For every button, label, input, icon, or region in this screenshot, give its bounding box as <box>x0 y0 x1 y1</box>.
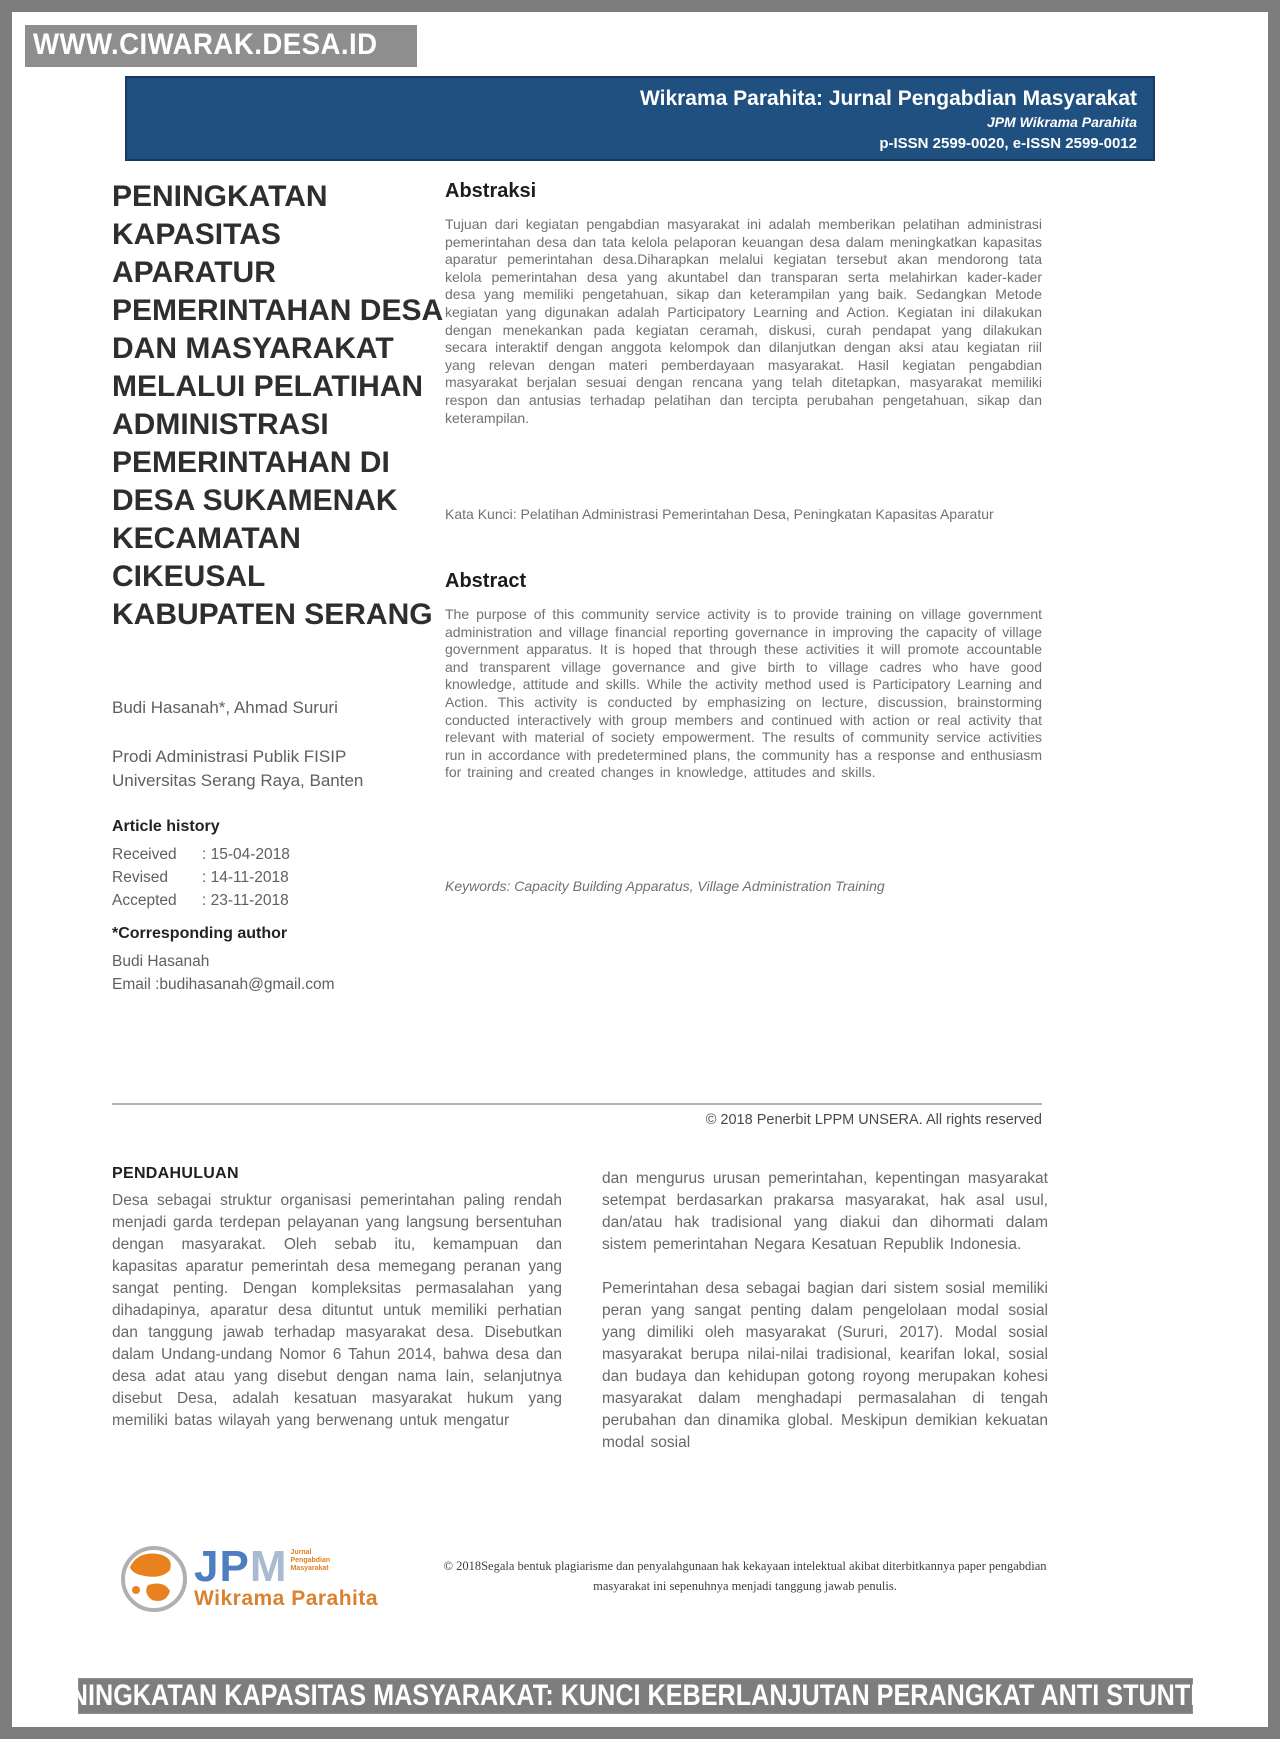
corresponding-author-name: Budi Hasanah <box>112 953 210 970</box>
jpm-m: M <box>249 1542 288 1591</box>
journal-header-banner <box>125 76 1155 161</box>
abstract-heading: Abstract <box>445 570 527 592</box>
bottom-caption-text: PENINGKATAN KAPASITAS MASYARAKAT: KUNCI KEBERLANJUTAN PERANGKAT ANTI STUNTING <box>36 1679 1235 1712</box>
abstraksi-heading: Abstraksi <box>445 180 537 202</box>
jpm-logo-text <box>194 1543 378 1611</box>
horizontal-divider <box>112 1103 1042 1105</box>
history-label: Revised <box>112 869 168 886</box>
body-right-column <box>602 1168 1048 1476</box>
article-affiliation <box>112 745 452 793</box>
corresponding-author-email: Email :budihasanah@gmail.com <box>112 976 335 993</box>
history-row-received <box>112 843 412 866</box>
disclaimer-line-1: © 2018Segala bentuk plagiarisme dan penyalahgunaan hak kekayaan intelektual akibat diterbitkannya paper pengabdian <box>443 1559 1047 1573</box>
jpm-logo-row <box>118 1543 418 1615</box>
journal-title: Wikrama Parahita: Jurnal Pengabdian Masyarakat <box>639 87 1137 110</box>
jpm-tagline <box>290 1547 330 1573</box>
body-left-column: Desa sebagai struktur organisasi pemerintahan paling rendah menjadi garda terdepan pelayanan yang langsung bersentuhan dengan masyarakat. Oleh sebab itu, kemampuan dan kapasitas aparatur pemerintah desa memegang peranan yang sangat penting. Dengan kompleksitas permasalahan yang dihadapinya, aparatur desa dituntut untuk memiliki perhatian dan tanggung jawab terhadap masyarakat desa. Disebutkan dalam Undang-undang Nomor 6 Tahun 2014, bahwa desa dan desa adat atau yang disebut dengan nama lain, selanjutnya disebut Desa, adalah kesatuan masyarakat hukum yang memiliki batas wilayah yang berwenang untuk mengatur <box>112 1192 562 1429</box>
jpm-letters <box>194 1542 287 1591</box>
journal-subtitle: JPM Wikrama Parahita <box>986 114 1137 130</box>
bottom-caption-bar <box>36 1678 1235 1714</box>
copyright-line: © 2018 Penerbit LPPM UNSERA. All rights reserved <box>705 1112 1042 1128</box>
plagiarism-disclaimer <box>395 1556 1095 1596</box>
body-right-paragraph-1: dan mengurus urusan pemerintahan, kepentingan masyarakat setempat berdasarkan prakarsa masyarakat, hak asal usul, dan/atau hak tradisional yang diakui dan dihormati dalam sistem pemerintahan Negara Kesatuan Republik Indonesia. <box>602 1170 1048 1253</box>
disclaimer-line-2: masyarakat ini sepenuhnya menjadi tanggung jawab penulis. <box>593 1579 897 1593</box>
jpm-logo-name: Wikrama Parahita <box>194 1587 379 1610</box>
keywords-line: Keywords: Capacity Building Apparatus, Village Administration Training <box>445 878 885 894</box>
history-row-accepted <box>112 889 412 912</box>
abstraksi-body: Tujuan dari kegiatan pengabdian masyarakat ini adalah memberikan pelatihan administrasi pemerintahan desa dan tata kelola pelaporan keuangan desa dalam meningkatkan kapasitas aparatur pemerintahan desa.Diharapkan melalui kegiatan tersebut akan mendorong tata kelola pemerintahan desa yang akuntabel dan transparan serta melahirkan kader-kader desa yang memiliki pengetahuan, sikap dan keterampilan yang baik. Sedangkan Metode kegiatan yang digunakan adalah Participatory Learning and Action. Kegiatan ini dilakukan dengan menekankan pada kegiatan ceramah, diskusi, curah pendapat yang dilakukan secara interaktif dengan anggota kelompok dan dilanjutkan dengan aksi atau kegiatan riil yang relevan dengan materi pemberdayaan masyarakat. Hasil kegiatan pengabdian masyarakat berjalan sesuai dengan rencana yang telah ditetapkan, masyarakat memiliki respon dan antusias terhadap pelatihan dan tercipta perubahan pengetahuan, sikap dan keterampilan. <box>445 216 1042 426</box>
affiliation-line-2: Universitas Serang Raya, Banten <box>112 771 364 790</box>
jpm-tagline-line2: Pengabdian <box>290 1557 331 1564</box>
history-value: : 15-04-2018 <box>202 846 290 863</box>
section-heading-pendahuluan: PENDAHULUAN <box>112 1165 239 1182</box>
history-label: Accepted <box>112 892 177 909</box>
jpm-tagline-line1: Jurnal <box>290 1549 312 1556</box>
body-right-paragraph-2: Pemerintahan desa sebagai bagian dari sistem sosial memiliki peran yang sangat penting dalam pengelolaan modal sosial yang dimiliki oleh masyarakat (Sururi, 2017). Modal sosial masyarakat berupa nilai-nilai tradisional, kearifan lokal, sosial dan budaya dan kehidupan gotong royong merupakan kohesi masyarakat dalam menghadapi permasalahan di tengah perubahan dan dinamika global. Meskipun demikian kekuatan modal sosial <box>602 1280 1048 1451</box>
corresponding-author-block <box>112 950 452 996</box>
jpm-logo <box>118 1543 418 1633</box>
jpm-jp: JP <box>194 1542 250 1591</box>
history-value: : 14-11-2018 <box>202 869 289 886</box>
article-history-heading: Article history <box>112 818 220 835</box>
site-watermark-text: WWW.CIWARAK.DESA.ID <box>33 28 378 61</box>
history-row-revised <box>112 866 412 889</box>
kata-kunci: Kata Kunci: Pelatihan Administrasi Pemerintahan Desa, Peningkatan Kapasitas Aparatur <box>445 506 994 522</box>
history-label: Received <box>112 846 177 863</box>
abstract-body: The purpose of this community service activity is to provide training on village government administration and village financial reporting governance in improving the capacity of village government apparatus. It is hoped that through these activities it will promote accountable and transparent village governance and give birth to village cadres who have good knowledge, attitude and skills. While the activity method used is Participatory Learning and Action. This activity is conducted by emphasizing on lecture, discussion, brainstorming conducted interactively with group members and continued with action or real activity that relevant with material of society empowerment. The results of community service activities run in accordance with predetermined plans, the community has a response and enthusiasm for training and created changes in knowledge, attitudes and skills. <box>445 606 1042 781</box>
jpm-tagline-line3: Masyarakat <box>290 1565 329 1572</box>
article-title: PENINGKATAN KAPASITAS APARATUR PEMERINTAHAN DESA DAN MASYARAKAT MELALUI PELATIHAN ADMINISTRASI PEMERINTAHAN DI DESA SUKAMENAK KECAMATAN CIKEUSAL KABUPATEN SERANG <box>112 180 443 631</box>
journal-issn: p-ISSN 2599-0020, e-ISSN 2599-0012 <box>879 135 1137 152</box>
article-history-list <box>112 843 412 912</box>
history-value: : 23-11-2018 <box>202 892 289 909</box>
affiliation-line-1: Prodi Administrasi Publik FISIP <box>112 747 347 766</box>
article-authors: Budi Hasanah*, Ahmad Sururi <box>112 698 338 717</box>
corresponding-author-heading: *Corresponding author <box>112 925 288 942</box>
globe-icon <box>118 1543 190 1615</box>
site-watermark <box>25 25 417 67</box>
